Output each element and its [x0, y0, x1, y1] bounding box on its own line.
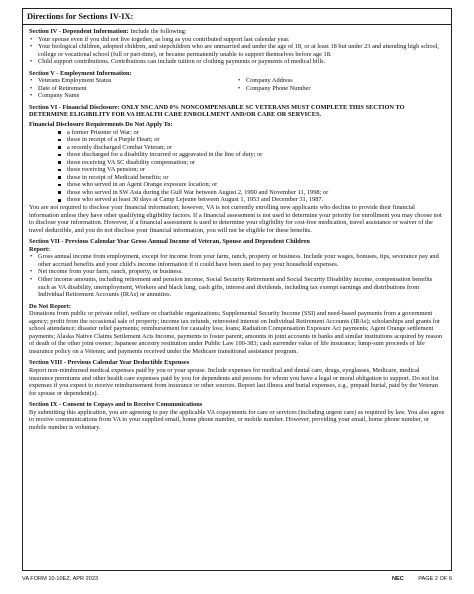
directions-content — [23, 25, 451, 431]
section-7-report-label: Report: — [29, 245, 51, 253]
section-6-heading: Section VI - Financial Disclosure: — [29, 103, 120, 111]
section-4-heading: Section IV - Dependent Information: — [29, 28, 129, 35]
section-5-heading: Section V - Employment Information: — [29, 69, 132, 77]
list-item: • Net income from your farm, ranch, property, or business. — [38, 268, 445, 276]
section-4-paragraph — [29, 28, 445, 36]
list-item: • Company Name — [38, 92, 237, 100]
list-item: • Company Address — [246, 77, 445, 85]
list-item: • Your spouse even if you did not live together, as long as you contributed support last calendar year. — [38, 36, 445, 44]
page-footer — [22, 574, 452, 584]
list-item: those discharged for a disability incurred or aggravated in the line of duty; or — [67, 151, 445, 159]
section-7-report-list — [29, 253, 445, 298]
section-5-list-right — [237, 77, 445, 92]
section-4-intro: Include the following: — [128, 28, 187, 35]
section-4-list — [29, 36, 445, 66]
section-9-heading: Section IX - Consent to Copays and to Receive Communications — [29, 401, 203, 409]
section-6-body: You are not required to disclose your financial information; however, VA is not currently enrolling new applicants who decline to provide their financial information unless they have other qualifying eligibility factors. If a financial assessment is not used to determine your priority for enrollment you may choose not to disclose your information. However, if a financial assessment is used to determine your eligibility for cost-free medication, travel assistance or waiver of the travel deductible, and you do not disclose your financial information, you will not be eligible for these benefits. — [29, 204, 442, 234]
section-6-paragraph — [29, 104, 445, 119]
list-item: those receiving VA SC disability compensation; or — [67, 159, 445, 167]
section-6-subheading: Financial Disclosure Requirements Do Not Apply To: — [29, 121, 173, 129]
section-9-body: By submitting this application, you are agreeing to pay the applicable VA copayments for care or services (including urgent care) as required by law. You also agree to receive communications from VA to your supplied email, home phone number, or mobile number. However, providing your email, home phone number, or mobile number is voluntary. — [29, 408, 445, 431]
list-item: • Other income amounts, including retirement and pension income, Social Security Retirement and Social Security Disability income, compensation benefits such as VA disability, unemployment, Workers and black lung, cash gifts, interest and dividends, including tax exempt earnings and distributions from Individual Retirement Accounts (IRAs) or annuities. — [38, 276, 445, 299]
nec-label: NEC — [392, 576, 404, 582]
page-number: PAGE 2 OF 6 — [418, 576, 452, 582]
list-item: • Date of Retirement — [38, 85, 237, 93]
list-item: • Company Phone Number — [246, 85, 445, 93]
section-8-body: Report non-reimbursed medical expenses paid by you or your spouse. Include expenses for medical and dental care, drugs, eyeglasses, Medicare, medical insurance premiums and other health care expenses paid by you for dependents and persons for whom you have a legal or moral obligation to support. Do not list expenses if you expect to receive reimbursement from insurance or other sources. Report last illness and burial expenses, e.g., prepaid burial, paid by the Veteran for spouse or dependent(s). — [29, 366, 439, 397]
list-item: those in receipt of Medicaid benefits; or — [67, 174, 445, 182]
section-6-notice: ONLY NSC AND 0% NONCOMPENSABLE SC VETERANS MUST COMPLETE THIS SECTION TO DETERMINE ELIGIBILITY FOR VA HEALTH CARE ENROLLMENT AND/OR CARE OR SERVICES. — [29, 103, 405, 119]
list-item: • Veterans Employment Status — [38, 77, 237, 85]
list-item: a former Prisoner of War; or — [67, 129, 445, 137]
section-7-do-not-report-label: Do Not Report: — [29, 302, 71, 310]
list-item: those who served in SW Asia during the Gulf War between August 2, 1990 and November 11, 1998; or — [67, 189, 445, 197]
section-7-heading: Section VII - Previous Calendar Year Gross Annual Income of Veteran, Spouse and Dependent Children — [29, 238, 310, 246]
list-item: • Gross annual income from employment, except for income from your farm, ranch, property or business. Include your wages, bonuses, tips, severance pay and other accrued benefits and your child's income information if it could have been used to pay your household expenses. — [38, 253, 445, 268]
directions-box — [22, 8, 452, 571]
section-8-heading: Section VIII - Previous Calendar Year Deductible Expenses — [29, 359, 190, 367]
list-item: those receiving VA pension; or — [67, 166, 445, 174]
directions-title: Directions for Sections IV-IX: — [23, 9, 451, 25]
list-item: those in receipt of a Purple Heart; or — [67, 136, 445, 144]
list-item: a recently discharged Combat Veteran; or — [67, 144, 445, 152]
list-item: • Child support contributions. Contributions can include tuition or clothing payments or payments of medical bills. — [38, 58, 445, 66]
section-7-do-not-report-body: Donations from public or private relief, welfare or charitable organizations; Supplemental Security Income (SSI) and need-based payments from a government agency; profit from the occasional sale of property; income tax refunds, reinvested interest on Individual Retirement Accounts (IRAs); scholarships and grants for school attendance; disaster relief payments; reimbursement for casualty loss; loans; Radiation Compensation Exposure Act payments; Agent Orange settlement payments; Alaska Native Claims Settlement Acts Income, payments to foster parent; amounts in joint accounts in banks and similar institutions acquired by reason of death of the other joint owner; Japanese ancestry restitution under Public Law 100-383; cash surrender value of life insurance; lump-sum proceeds of life insurance policy on a Veteran; and payments received under the Medicare transitional assistance program. — [29, 310, 443, 355]
list-item: those who served in an Agent Orange exposure location; or — [67, 181, 445, 189]
form-number: VA FORM 10-10EZ, APR 2023 — [22, 576, 99, 582]
section-6-exemption-list — [29, 129, 445, 204]
list-item: those who served at least 30 days at Camp Lejeune between August 1, 1953 and December 31, 1987. — [67, 196, 445, 204]
list-item: • Your biological children, adopted children, and stepchildren who are unmarried and under the age of 18, or at least 18 but under 23 and attending high school, college or vocational school (full or part-time), or became permanently unable to support themselves before age 18. — [38, 43, 445, 58]
section-5-list-left — [29, 77, 237, 100]
section-5-columns — [29, 77, 445, 100]
